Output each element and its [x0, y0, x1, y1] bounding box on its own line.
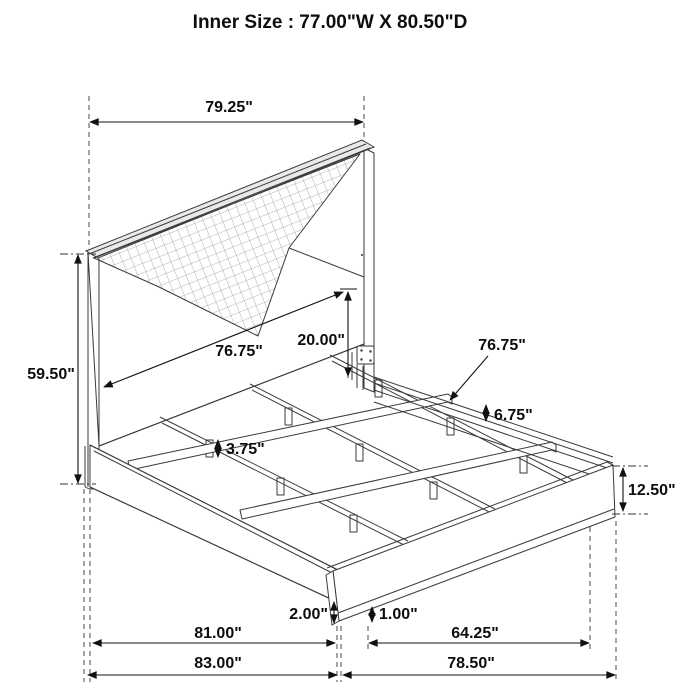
dim-headboard-panel-height-label: 20.00" [297, 332, 345, 349]
dim-slat-length-label: 76.75" [478, 337, 526, 354]
headboard [85, 140, 374, 489]
dim-footboard-clearance-label: 1.00" [379, 606, 418, 623]
dim-slat-length-leader [450, 356, 488, 400]
dim-rail-clearance-label: 2.00" [289, 606, 328, 623]
right-side-rail [374, 377, 613, 482]
dim-inner-length-label: 81.00" [194, 625, 242, 642]
dim-footboard-width-label: 78.50" [447, 655, 495, 672]
rail-bracket [357, 346, 374, 364]
dim-headboard-inner-width-label: 76.75" [215, 343, 263, 360]
diagram-title: Inner Size : 77.00"W X 80.50"D [192, 12, 468, 33]
dim-headboard-height-label: 59.50" [27, 366, 75, 383]
dim-footboard-height-label: 12.50" [628, 482, 676, 499]
dim-headboard-width-label: 79.25" [205, 99, 253, 116]
dim-overall-depth-label: 83.00" [194, 655, 242, 672]
dim-rail-height-label: 6.75" [494, 407, 533, 424]
dim-support-leg-height-label: 3.75" [226, 441, 265, 458]
left-side-rail [90, 445, 338, 600]
bed-artwork [85, 140, 615, 625]
dim-rail-visible-length-label: 64.25" [451, 625, 499, 642]
